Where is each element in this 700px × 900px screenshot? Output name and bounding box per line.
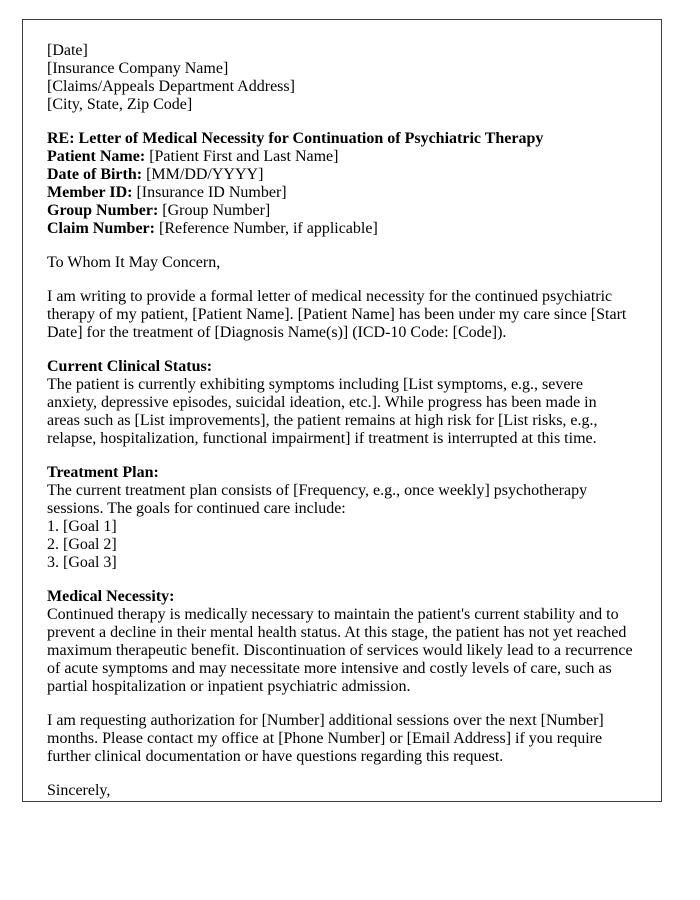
date-of-birth-value: [MM/DD/YYYY]: [142, 166, 264, 183]
group-number-field: [47, 202, 633, 220]
section-heading: Current Clinical Status:: [47, 358, 213, 375]
member-id-label: Member ID:: [47, 184, 133, 201]
section-body: The current treatment plan consists of [Frequency, e.g., once weekly] psychotherapy sessions. The goals for continued care include:: [47, 482, 588, 517]
re-subject-line: RE: Letter of Medical Necessity for Continuation of Psychiatric Therapy: [47, 130, 544, 147]
subject-block: [47, 130, 633, 238]
letter-border-frame: [22, 19, 662, 802]
section-heading: Medical Necessity:: [47, 588, 175, 605]
group-number-value: [Group Number]: [158, 202, 271, 219]
closing-paragraph: I am requesting authorization for [Number] additional sessions over the next [Number] months. Please contact my office at [Phone Number] or [Email Address] if you require further clinical documentation or have questions regarding this request.: [47, 712, 604, 765]
section-body: Continued therapy is medically necessary to maintain the patient's current stability and to prevent a decline in their mental health status. At this stage, the patient has not yet reached maximum therapeutic benefit. Discontinuation of services would likely lead to a recurrence of acute symptoms and may necessitate more intensive and costly levels of care, such as partial hospitalization or inpatient psychiatric admission.: [47, 606, 633, 695]
section-heading: Treatment Plan:: [47, 464, 159, 481]
insurance-company-line: [Insurance Company Name]: [47, 60, 229, 77]
group-number-label: Group Number:: [47, 202, 159, 219]
salutation: To Whom It May Concern,: [47, 254, 221, 271]
signoff: Sincerely,: [47, 782, 111, 799]
date-of-birth-label: Date of Birth:: [47, 166, 143, 183]
patient-name-field: [47, 148, 633, 166]
section-treatment-plan: [47, 464, 633, 572]
member-id-field: [47, 184, 633, 202]
city-state-zip-line: [City, State, Zip Code]: [47, 96, 193, 113]
goal-list-item: 3. [Goal 3]: [47, 554, 117, 571]
member-id-value: [Insurance ID Number]: [132, 184, 287, 201]
claim-number-field: [47, 220, 633, 238]
patient-name-value: [Patient First and Last Name]: [145, 148, 339, 165]
section-body: The patient is currently exhibiting symptoms including [List symptoms, e.g., severe anxiety, depressive episodes, suicidal ideation, etc.]. While progress has been made in areas such as [List improvements], the patient remains at high risk for [List risks, e.g., relapse, hospitalization, functional impairment] if treatment is interrupted at this time.: [47, 376, 598, 447]
goal-list-item: 2. [Goal 2]: [47, 536, 117, 553]
patient-name-label: Patient Name:: [47, 148, 146, 165]
claim-number-label: Claim Number:: [47, 220, 155, 237]
intro-paragraph: I am writing to provide a formal letter of medical necessity for the continued psychiatric therapy of my patient, [Patient Name]. [Patient Name] has been under my care since [Start Date] for the treatment of [Diagnosis Name(s)] (ICD-10 Code: [Code]).: [47, 288, 627, 341]
claim-number-value: [Reference Number, if applicable]: [154, 220, 378, 237]
date-line: [Date]: [47, 42, 88, 59]
goal-list-item: 1. [Goal 1]: [47, 518, 117, 535]
letter-content: [23, 20, 661, 800]
section-current-clinical-status: [47, 358, 633, 448]
section-medical-necessity: [47, 588, 633, 696]
claims-department-line: [Claims/Appeals Department Address]: [47, 78, 295, 95]
recipient-address-block: [47, 42, 633, 114]
date-of-birth-field: [47, 166, 633, 184]
